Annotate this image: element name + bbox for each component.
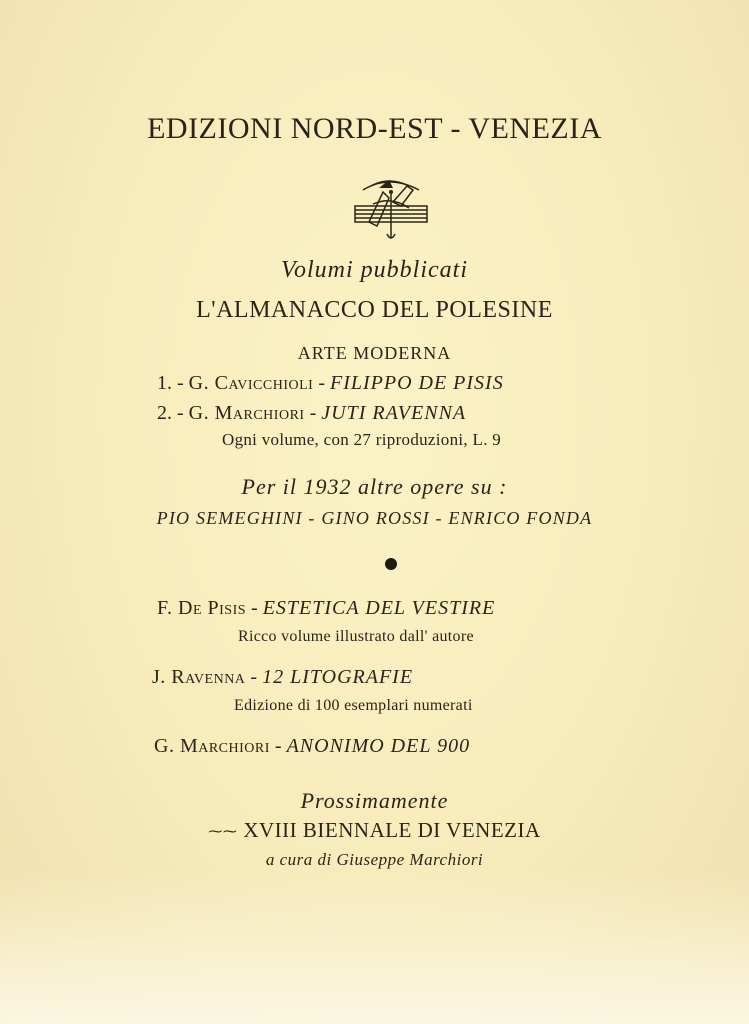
publisher-emblem-icon: [349, 172, 433, 244]
list-item: [157, 402, 466, 425]
series-title: L'ALMANACCO DEL POLESINE: [196, 297, 553, 323]
item-title: JUTI RAVENNA: [321, 402, 467, 424]
book-entry: [154, 735, 470, 758]
item-separator: -: [309, 402, 317, 424]
forthcoming-editor: a cura di Giuseppe Marchiori: [265, 850, 484, 869]
volume-note: Ogni volume, con 27 riproduzioni, L. 9: [222, 430, 502, 449]
item-number: 1. -: [157, 372, 184, 394]
book-author: F. De Pisis: [157, 597, 247, 619]
forthcoming-title: XVIII BIENNALE DI VENEZIA: [243, 818, 541, 842]
book-separator: -: [251, 597, 258, 619]
book-title: 12 LITOGRAFIE: [262, 666, 414, 688]
book-description: Edizione di 100 esemplari numerati: [234, 697, 473, 714]
ornament-mark: ⁓⁓: [208, 824, 238, 840]
item-author: G. Cavicchioli: [188, 372, 314, 394]
subseries-title: ARTE MODERNA: [297, 343, 452, 363]
book-entry: [157, 597, 495, 620]
publisher-heading: EDIZIONI NORD-EST - VENEZIA: [147, 112, 602, 145]
book-description: Ricco volume illustrato dall' autore: [238, 628, 474, 645]
forthcoming-heading: Prossimamente: [300, 788, 449, 813]
book-separator: -: [250, 666, 258, 688]
upcoming-heading: Per il 1932 altre opere su :: [241, 474, 508, 499]
item-author: G. Marchiori: [188, 402, 305, 424]
forthcoming-title-row: [0, 818, 749, 843]
item-separator: -: [318, 372, 325, 394]
book-separator: -: [274, 735, 282, 757]
item-title: FILIPPO DE PISIS: [329, 372, 504, 394]
item-number: 2. -: [157, 402, 184, 424]
book-author: G. Marchiori: [154, 735, 270, 757]
list-item: [157, 372, 504, 395]
book-author: J. Ravenna: [152, 666, 246, 688]
published-heading: Volumi pubblicati: [281, 257, 468, 283]
bullet-divider: [385, 558, 397, 570]
upcoming-artists: PIO SEMEGHINI - GINO ROSSI - ENRICO FONDA: [156, 508, 593, 528]
paper-stain: [0, 870, 749, 1024]
book-title: ESTETICA DEL VESTIRE: [262, 597, 496, 619]
book-entry: [152, 666, 413, 689]
book-title: ANONIMO DEL 900: [286, 735, 471, 757]
